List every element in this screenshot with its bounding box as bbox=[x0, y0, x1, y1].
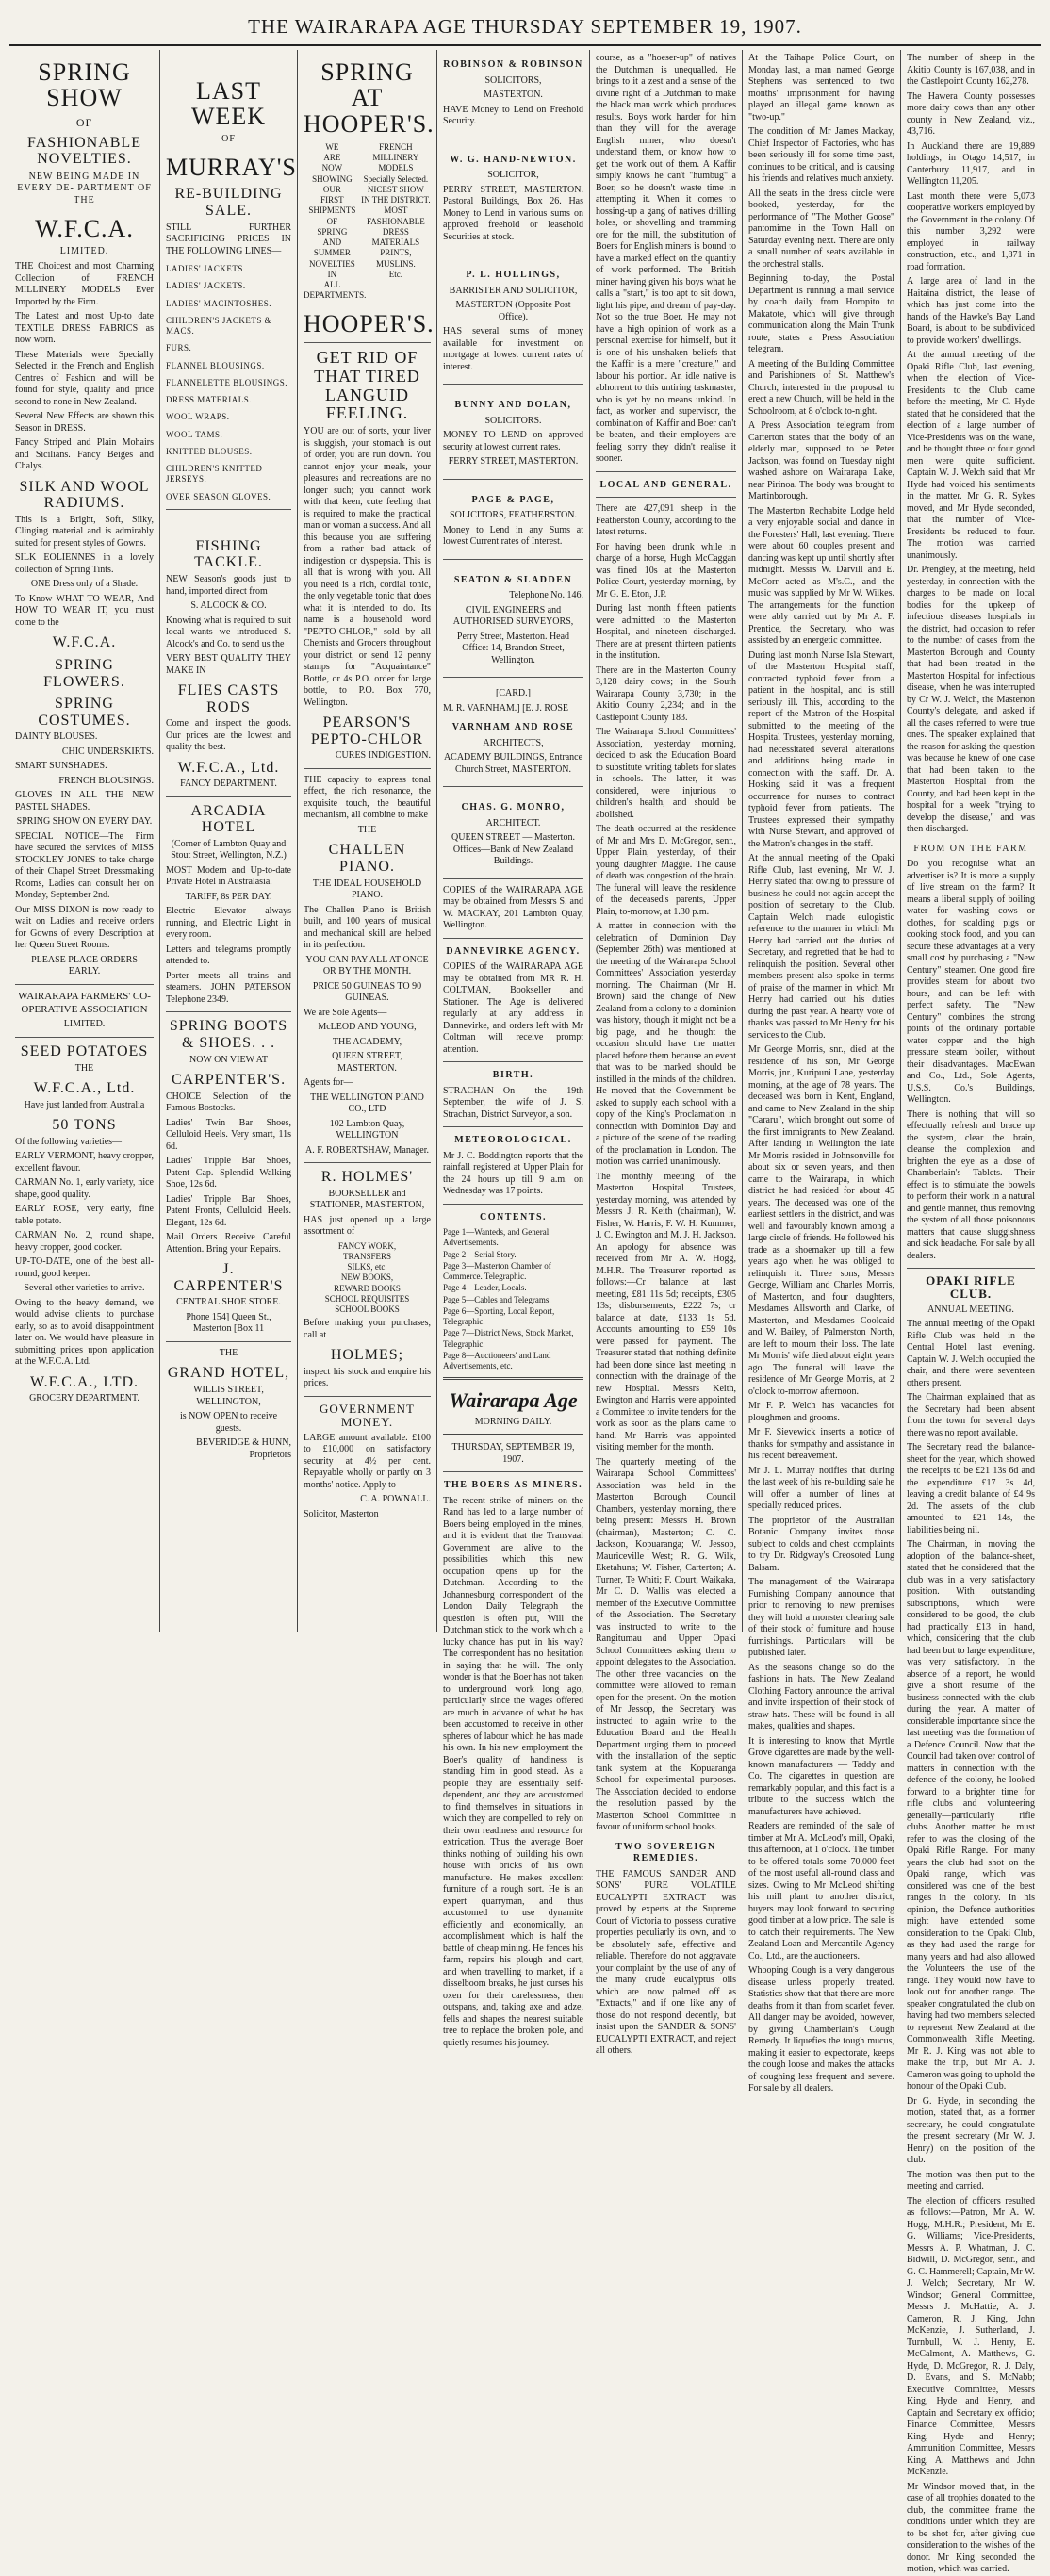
article-text: At the annual meeting of the Opaki Rifle Club, last evening, when the election of Vice-Presidents to the Club came before the meeting, Mr C. Hyde stated that he considered that the election of a large number of Vice-Presidents was on the wane, and he thought three or four good men were quite sufficient. Captain W. J. Welch said that Mr Hyde had voiced his sentiments in the matter. Mr G. R. Sykes moved, and Mr Hyde seconded, that the number of Vice-Presidents be reduced to four. The motion was carried unanimously. bbox=[907, 350, 1035, 561]
article-text: The election of officers resulted as follows:—Patron, Mr A. W. Hogg, M.H.R.; President, Mr E. G. Williams; Vice-Presidents, Messrs A. P. Whatman, J. C. Bidwill, D. McGregor, senr., and G. C. Hammerell; Captain, Mr W. J. Welch; Secretary, Mr W. Windsor; General Committee, Messrs J. McHattie, A. J. Cameron, R. J. King, John McKenzie, J. Sutherland, J. Turnbull, W. J. Henry, E. McCalmont, A. Matthews, G. Hyde, D. McGregor, R. J. Daly, D. Evans, and S. McNabb; Executive Committee, Messrs King, Hyde and Henry, and Captain and Secretary ex officio; Finance Committee, Messrs King, Hyde and Henry; Ammunition Committee, Messrs King, A. Matthews and John McKenzie. bbox=[907, 2195, 1035, 2478]
ad-text: Several New Effects are shown this Season in DRESS. bbox=[15, 411, 154, 434]
ad-text: Ladies' Tripple Bar Shoes, Patent Cap. Splendid Walking Shoe, 12s 6d. bbox=[166, 1156, 291, 1190]
article-text: course, as a "hoeser-up" of natives the Dutchman is unequalled. He brings to it a zest and a sense of the divine right of a Dutchman to make the black man work which produces results. Boys work harder for him than they will for the average English miner, who doesn't understand them, or know how to get the work out of them. A Kaffir simply knows he can't "humbug" a Boer, so he doesn't waste time in attempting it. When it comes to hossing-up a gang of natives drilling holes, or shovelling and tramming ore for the mill, the substitution of Boers for English miners is bound to have a marked effect on the quantity of work performed. The British miner having given his boys what he calls a "start," is too apt to sit down, light his pipe, and dream of pay-day. Not so the true Boer. He may not have a high opinion of work as a personal exercise for himself, but it is one of his unshaken beliefs that the Kaffir is a mere "creature," and labour his portion. An idle native is abhorrent to this untiring taskmaster, who is yet by no means unkind. In fact, as worker and supervisor, the combination of Kaffir and Boer can't be beaten, and their employers are feeling sorry they didn't realise it sooner. bbox=[596, 53, 736, 464]
section-heading: CONTENTS. bbox=[479, 1211, 547, 1222]
ad-text: ONE Dress only of a Shade. bbox=[30, 579, 139, 590]
ad-text: ARCHITECT. bbox=[485, 817, 541, 829]
article-text: The motion was then put to the meeting and carried. bbox=[907, 2169, 1035, 2192]
ad-text: [CARD.] bbox=[496, 688, 531, 698]
ad-variety: UP-TO-DATE, one of the best all-round, good keeper. bbox=[15, 1256, 154, 1279]
ad-text: C. A. POWNALL. bbox=[360, 1494, 431, 1505]
article-text: There is nothing that will so effectually refresh and brace up the system, clear the brain, cleanse the complexion and brighten the eye as a dose of Chamberlain's Tablets. Their effect is to stimulate the bowels to perform their work in a natural and gentle manner, thus removing the system of all those poisonous matters that cause sluggishness and sick headache. For sale by all dealers. bbox=[907, 1108, 1035, 1261]
ad-variety: CARMAN No. 2, round shape, heavy cropper, good cooker. bbox=[15, 1230, 154, 1253]
ad-text: QUEEN STREET, MASTERTON. bbox=[332, 1051, 402, 1074]
article-text: The Secretary read the balance-sheet for the year, which showed the receipts to be £21 13s 6d and the expenditure £17 3s 4d, leaving a credit balance of £4 9s 2d. The assets of the club amounted to £21 14s, the liabilities being nil. bbox=[907, 1442, 1035, 1535]
article-text: Mr J. L. Murray notifies that during the last week of his re-building sale he will offer a number of lines at specially reduced prices. bbox=[748, 1465, 894, 1511]
ad-text: Fancy Striped and Plain Mohairs and Sicilians. Fancy Beiges and Chalys. bbox=[15, 437, 154, 472]
ad-text: We are Sole Agents— bbox=[304, 1007, 387, 1018]
list-item: SCHOOL REQUISITES bbox=[324, 1293, 410, 1304]
ad-text: SPECIAL NOTICE—The Firm have secured the services of MISS STOCKLEY JONES to take charge of their Chapel Street Dressmaking Rooms, Ladies can consult her on Monday, September 2nd. bbox=[15, 830, 154, 901]
ad-text: YOU are out of sorts, your liver is sluggish, your stomach is out of order, you are run down. You cannot enjoy your meals, your pleasures and recreations are no longer such; you cannot work with that keen, cute feeling that is required to make the practical man or woman a success. And all this because you are suffering from a rather bad attack of indigestion or dyspepsia. This is all that is wrong with you. All you need is a rich, cordial tonic, the only vegetable tonic that does what it is intended to do. Its name is a household word "PEPTO-CHLOR," sold by all Chemists and Grocers throughout your district, or send 12 penny stamps for "Acquaintance" Bottle, or 4s P.O. order for large bottle, to P.O. Box 770, Wellington. bbox=[304, 426, 431, 708]
ad-line: FRENCH BLOUSINGS. bbox=[58, 775, 154, 786]
article-text: The proprietor of the Australian Botanic Company invites those subject to colds and chest complaints to try Dr. Ridgway's Creosoted Lung Balsam. bbox=[748, 1515, 894, 1573]
ad-the: THE bbox=[357, 824, 377, 835]
ad-text: HAVE Money to Lend on Freehold Security. bbox=[443, 104, 583, 126]
article-text: There are in the Masterton County 3,128 dairy cows; in the South Wairarapa County 3,730; in the Akitio County 2,234; and in the Castlepoint County 183. bbox=[596, 665, 736, 723]
ad-line: DAINTY BLOUSES. bbox=[15, 731, 98, 743]
ad-text: CENTRAL SHOE STORE. bbox=[176, 1297, 281, 1308]
ad-text: Money to Lend in any Sums at lowest Current rates of Interest. bbox=[443, 524, 583, 547]
section-heading: METEOROLOGICAL. bbox=[454, 1135, 572, 1145]
ad-text: M. R. VARNHAM.] [E. J. ROSE bbox=[443, 702, 568, 714]
article-text: Mr F. Sievewick inserts a notice of thanks for sympathy and assistance in his recent bereavement. bbox=[748, 1427, 894, 1461]
ad-limited: LIMITED. bbox=[63, 1019, 106, 1030]
article-text: A large area of land in the Haitaina district, the lease of which has just come into the hands of the Hawke's Bay Land Board, is about to be subdivided to provide workers' dwellings. bbox=[907, 276, 1035, 346]
ad-text: TARIFF, 8s PER DAY. bbox=[185, 891, 272, 902]
article-text: A matter in connection with the celebration of Dominion Day (September 26th) was mentioned at the meeting of the Wairarapa School Committees' Association yesterday morning. The Chairman (Mr H. Brown) said the change of New Zealand from a colony to a dominion was history, though it might not be a big page, and he thought the occasion should have the matter placed before them because an event that was to be marked should be instilled in the minds of the children. He moved that the Government be asked to supply each school with a copy of the King's Proclamation in connection with Dominion Day and a picture of the scene of the reading of the proclamation in London. The motion was carried unanimously. bbox=[596, 921, 736, 1167]
list-item: WE bbox=[325, 141, 339, 152]
ad-firm-name: W.F.C.A., Ltd. bbox=[177, 759, 280, 776]
ad-tons: 50 TONS bbox=[52, 1117, 117, 1134]
ad-text: BOOKSELLER and STATIONER, MASTERTON, bbox=[309, 1188, 425, 1211]
ad-text: THE IDEAL HOUSEHOLD PIANO. bbox=[312, 878, 422, 900]
ad-text: VERY BEST QUALITY THEY MAKE IN bbox=[166, 653, 291, 676]
ad-item-list bbox=[304, 1241, 431, 1316]
article-text: During last month fifteen patients were admitted to the Masterton Hospital, and nineteen discharged. There are at present thirteen patients in the institution. bbox=[596, 603, 736, 661]
contents-item: Page 1—Wanteds, and General Advertisements. bbox=[443, 1227, 550, 1248]
ad-text: COPIES of the WAIRARAPA AGE may be obtained from MR R. H. COLTMAN, Bookseller and Stationer. The Age is delivered regularly at any address in Dannevirke, and orders left with Mr Coltman will receive prompt attention. bbox=[443, 961, 583, 1055]
list-item: MODELS bbox=[378, 163, 414, 173]
ad-murrays: MURRAY'S bbox=[166, 154, 297, 182]
list-item: FLANNEL BLOUSINGS. bbox=[166, 360, 265, 370]
list-item: NOW bbox=[321, 163, 343, 173]
article-text: Beginning to-day, the Postal Department is running a mail service by coach daily from Horopito to Makatote, which will give through communication along the Main Trunk route, states a Press Association telegram. bbox=[748, 273, 894, 354]
ad-text: CURES INDIGESTION. bbox=[335, 750, 431, 762]
column-1 bbox=[9, 50, 160, 1632]
article-text: The number of sheep in the Akitio County is 167,038, and in the Castlepoint County 162,278. bbox=[907, 53, 1035, 87]
contents-list bbox=[443, 1227, 583, 1371]
newspaper-nameplate: Wairarapa Age bbox=[449, 1388, 578, 1413]
ad-text: Before making your purchases, call at bbox=[304, 1318, 431, 1340]
list-item: SUMMER bbox=[313, 248, 351, 258]
column-7 bbox=[901, 50, 1041, 2575]
list-item: IN THE DISTRICT. bbox=[361, 195, 431, 205]
list-item: ARE bbox=[323, 153, 341, 163]
ad-of: OF bbox=[75, 115, 93, 129]
ad-text: S. ALCOCK & CO. bbox=[190, 600, 267, 612]
ad-variety: EARLY VERMONT, heavy cropper, excellent flavour. bbox=[15, 1151, 154, 1173]
ad-text: YOU CAN PAY ALL AT ONCE OR BY THE MONTH. bbox=[305, 954, 429, 976]
ad-text: Have just landed from Australia bbox=[24, 1099, 145, 1110]
section-heading: BIRTH. bbox=[492, 1070, 534, 1080]
list-item: Specially Selected. bbox=[363, 173, 429, 184]
article-text: The condition of Mr James Mackay, Chief Inspector of Factories, who has been seriously ill for some time past, continues to be critical, and is causing his friends and relatives much anxiety. bbox=[748, 126, 894, 184]
ad-text: 102 Lambton Quay, WELLINGTON bbox=[329, 1118, 405, 1140]
list-item: DRESS MATERIALS. bbox=[166, 395, 253, 405]
ad-text: SOLICITORS, FEATHERSTON. bbox=[450, 510, 577, 520]
ad-heading: P. L. HOLLINGS, bbox=[466, 270, 561, 280]
ad-tired-feeling: GET RID OF THAT TIRED LANGUID FEELING. bbox=[314, 347, 420, 423]
ad-hoopers-right bbox=[361, 142, 431, 302]
column-4 bbox=[437, 50, 590, 2048]
article-text: Do you recognise what an advertiser is? It is more a supply of live stream on the farm? It means a liberal supply of boiling water for washing cows or clothes, for scalding pigs or cooking stock food, and you can secure these advantages at a very small cost by purchasing a "New Century" steamer. One good fire provides steam for about two hours, and can be left with perfect safety. The "New Century" combines the strong points of the ordinary portable water copper and the high pressure steam boiler, without their disadvantages. MacEwan and Co., Ltd., Sole Agents, U.S.S. Co.'s Buildings, Wellington. bbox=[907, 859, 1035, 1105]
article-text: The Chairman explained that as the Secretary had been absent from the town for several days there was no report available. bbox=[907, 1392, 1035, 1438]
ad-text: is NOW OPEN to receive guests. bbox=[179, 1411, 278, 1434]
list-item: SILKS, etc. bbox=[347, 1262, 387, 1272]
ad-text: SOLICITOR, bbox=[487, 170, 539, 180]
article-text: Last month there were 5,073 cooperative workers employed by the Government in the colony. Of this number 3,292 were employed in railway construction, etc., and 1,871 in road formation. bbox=[907, 190, 1035, 272]
ad-subheading: SILK AND WOOL RADIUMS. bbox=[19, 478, 150, 512]
ad-text: THE Choicest and most Charming Collection of FRENCH MILLINERY MODELS Ever Imported by the Firm. bbox=[15, 261, 154, 307]
leader-heading: THE BOERS AS MINERS. bbox=[443, 1480, 583, 1491]
ad-text: SILK EOLIENNES in a lovely collection of Spring Tints. bbox=[15, 552, 154, 575]
column-6 bbox=[743, 50, 901, 2093]
ad-text: Ladies' Tripple Bar Shoes, Patent Fronts, Celluloid Heels. Elegant, 12s 6d. bbox=[166, 1193, 291, 1228]
list-item: FIRST bbox=[320, 195, 344, 205]
ad-text: CIVIL ENGINEERS and AUTHORISED SURVEYORS, bbox=[452, 604, 574, 627]
ad-text: CHOICE Selection of the Famous Bostocks. bbox=[166, 1091, 291, 1114]
list-item: LADIES' JACKETS. bbox=[166, 281, 246, 291]
list-item: NOVELTIES bbox=[309, 258, 355, 269]
list-item: OUR bbox=[322, 184, 341, 194]
article-text: A Press Association telegram from Carterton states that the body of an elderly man, supposed to be Peter Jackson, was found on Tuesday night washed ashore on Wairarapa Lake, near Pirinoa. The body was brought to Martinborough. bbox=[748, 420, 894, 501]
list-item: FASHIONABLE bbox=[366, 216, 425, 226]
ad-text: MOST Modern and Up-to-date Private Hotel in Australasia. bbox=[166, 864, 291, 888]
column-3 bbox=[298, 50, 437, 1632]
ad-spring-boots: SPRING BOOTS & SHOES. . . bbox=[169, 1018, 288, 1052]
ad-intro: NEW BEING MADE IN EVERY DE- PARTMENT OF THE bbox=[17, 171, 152, 205]
ad-text: QUEEN STREET — Masterton. Offices—Bank of New Zealand Buildings. bbox=[451, 832, 575, 866]
list-item: ALL bbox=[323, 280, 341, 290]
list-item: MILLINERY bbox=[372, 153, 419, 163]
columns bbox=[9, 50, 1041, 2575]
article-text: The Wairarapa School Committees' Association, yesterday morning, decided to ask the Education Board to substitute writing tablets for slates in schools. The latter, it was considered, were injurious to children's health, and should be abolished. bbox=[596, 727, 736, 820]
ad-text: Come and inspect the goods. Our prices are the lowest and quality the best. bbox=[166, 718, 291, 753]
ad-text: THE ACADEMY, bbox=[332, 1036, 402, 1047]
section-heading: LOCAL AND GENERAL. bbox=[599, 479, 732, 490]
edition-date: THURSDAY, SEPTEMBER 19, 1907. bbox=[451, 1442, 575, 1465]
ad-spring-show-headline: SPRING SHOW bbox=[38, 58, 131, 112]
section-heading: TWO SOVEREIGN REMEDIES. bbox=[615, 1841, 716, 1863]
ad-text: ARCHITECTS, bbox=[483, 737, 544, 748]
ad-text: NOW ON VIEW AT bbox=[189, 1054, 269, 1065]
notice-text: STRACHAN—On the 19th September, the wife of J. S. Strachan, District Surveyor, a son. bbox=[443, 1085, 583, 1120]
ad-arcadia-hotel: ARCADIA HOTEL bbox=[190, 802, 267, 836]
ad-flies-casts-rods: FLIES CASTS RODS bbox=[177, 682, 280, 715]
list-item: SHIPMENTS bbox=[308, 205, 356, 216]
ad-heading: CHAS. G. MONRO, bbox=[461, 802, 566, 812]
article-text: Whooping Cough is a very dangerous disease unless properly treated. Statistics show that that there are more deaths from it than from scarlet fever. All danger may be avoided, however, by giving Chamberlain's Cough Remedy. It liquefies the tough mucus, making it easier to expectorate, keeps the cough loose and makes the attacks of coughing less frequent and severe. For sale by all dealers. bbox=[748, 1965, 894, 2093]
ad-text: This is a Bright, Soft, Silky, Clinging material and is admirably suited for present styles of Gowns. bbox=[15, 514, 154, 549]
article-text: At the annual meeting of the Opaki Rifle Club, last evening, Mr W. J. Henry stated that owing to pressure of business he could not again accept the position of secretary to the Club. Captain Welch made eulogistic reference to the manner in which Mr Henry had carried out the duties of Secretary, and regretted that he had to relinquish the position. Several other members present also spoke in terms of praise of the manner in which Mr Henry had carried out his duties during the past year. A hearty vote of thanks was passed to Mr Henry for his services to the Club. bbox=[748, 853, 894, 1041]
list-item: PRINTS, bbox=[380, 248, 412, 258]
ad-text: Solicitor, Masterton bbox=[304, 1508, 379, 1519]
list-item: FANCY WORK, bbox=[337, 1240, 397, 1251]
ad-last-week: LAST WEEK bbox=[190, 77, 267, 131]
contents-item: Page 6—Sporting, Local Report, Telegraphic. bbox=[443, 1305, 555, 1326]
list-item: TRANSFERS bbox=[342, 1251, 392, 1261]
list-item: FURS. bbox=[166, 343, 192, 353]
ad-carpenters: CARPENTER'S. bbox=[171, 1072, 287, 1089]
ad-line: GLOVES IN ALL THE NEW PASTEL SHADES. bbox=[15, 790, 154, 812]
contents-item: Page 2—Serial Story. bbox=[443, 1249, 517, 1259]
article-text: Readers are reminded of the sale of timber at Mr A. McLeod's mill, Opaki, this afternoon, at 1 o'clock. The timber to be offered totals some 70,000 feet of the most useful all-round class and sizes. Owing to Mr McLeod shifting his mill plant to another district, buyers may look forward to securing good timber at a low price. The sale is to catch their requirements. The New Zealand Loan and Mercantile Agency Co., Ltd., are the auctioneers. bbox=[748, 1821, 894, 1961]
ad-text: Phone 154] Queen St., Masterton [Box 11 bbox=[186, 1311, 271, 1335]
article-text: In Auckland there are 19,889 holdings, in Otago 14,517, in Canterbury 11,917, and in Wellington 11,205. bbox=[907, 140, 1035, 187]
list-item: NICEST SHOW bbox=[367, 184, 424, 194]
ad-text: WILLIS STREET, WELLINGTON, bbox=[193, 1385, 264, 1407]
list-item: NEW BOOKS, bbox=[340, 1272, 394, 1283]
section-subheading: ANNUAL MEETING. bbox=[927, 1304, 1014, 1315]
ad-text: Our MISS DIXON is now ready to wait on Ladies and receive orders for Gowns of every Description at her Queen Street Rooms. bbox=[15, 904, 154, 951]
ad-text: PRICE 50 GUINEAS TO 90 GUINEAS. bbox=[312, 980, 422, 1003]
ad-text: MASTERTON. bbox=[484, 90, 543, 100]
article-text: The Masterton Rechabite Lodge held a very enjoyable social and dance in the Foresters' Hall, last evening. There were about 60 couples present and dancing was kept up until shortly after midnight. Messrs W. Darvill and E. McCorr acted as M's.C., and the music was supplied by Mr W. Wilkes. The arrangements for the function were ably carried out by Mr A. F. Prentice, the Secretary, who was assisted by an energetic committee. bbox=[748, 505, 894, 646]
ad-firm-name: W.F.C.A. bbox=[35, 215, 134, 243]
ad-pepto-chlor: PEARSON'S PEPTO-CHLOR bbox=[310, 714, 424, 747]
ad-r-holmes: R. HOLMES' bbox=[320, 1169, 414, 1185]
ad-text: THE capacity to express tonal effect, the rich resonance, the exquisite touch, the beautiful mechanism, all combine to make bbox=[304, 774, 431, 821]
ad-text: LARGE amount available. £100 to £10,000 on satisfactory security at 4½ per cent. Repayable wholly or partly on 3 months' notice. Apply to bbox=[304, 1432, 431, 1490]
ad-text: Of the following varieties— bbox=[15, 1136, 123, 1147]
nameplate-sub: MORNING DAILY. bbox=[474, 1416, 552, 1427]
article-text: The Hawera County possesses more dairy cows than any other county in New Zealand, viz., 43,716. bbox=[907, 90, 1035, 137]
list-item: REWARD BOOKS bbox=[334, 1283, 401, 1293]
article-text: It is interesting to know that Myrtle Grove cigarettes are made by the well-known manufacturers — Taddy and Co. The cigarettes in question are remarkably popular, and this fact is a tribute to the success which the manufacturers have achieved. bbox=[748, 1735, 894, 1817]
ad-text: Electric Elevator always running, and Electric Light in every room. bbox=[166, 906, 291, 941]
ad-hoopers-body bbox=[304, 142, 431, 302]
list-item: WOOL TAMS. bbox=[166, 429, 223, 439]
ad-spring-at-hoopers: SPRING AT HOOPER'S. bbox=[304, 58, 435, 138]
article-text: Mr F. P. Welch has vacancies for ploughmen and grooms. bbox=[748, 1401, 894, 1423]
ad-carpenters-store: J. CARPENTER'S bbox=[173, 1261, 284, 1294]
column-5 bbox=[590, 50, 743, 2056]
list-item: OVER SEASON GLOVES. bbox=[166, 491, 271, 501]
article-text: The management of the Wairarapa Furnishing Company announce that prior to removing to new premises they will hold a monster clearing sale of their stock of furniture and house furnishings. Particulars will be published later. bbox=[748, 1577, 894, 1658]
ad-text: FERRY STREET, MASTERTON. bbox=[448, 456, 579, 467]
ad-the: THE bbox=[74, 1062, 94, 1074]
ad-text: The Latest and most Up-to date TEXTILE DRESS FABRICS as now worn. bbox=[15, 311, 154, 346]
article-text: For having been drunk while in charge of a horse, Hugh McCaggan was fined 10s at the Masterton Police Court, yesterday morning, by Mr G. E. Eton, J.P. bbox=[596, 541, 736, 599]
ad-the: THE bbox=[219, 1347, 238, 1358]
ad-fishing-tackle: FISHING TACKLE. bbox=[194, 537, 263, 571]
ad-heading: W. G. HAND-NEWTON. bbox=[450, 154, 577, 165]
ad-hoopers-left bbox=[304, 141, 367, 302]
ad-text: The Challen Piano is British built, and 100 years of musical and mechanical skill are helped in its perfection. bbox=[304, 904, 431, 950]
list-item: Etc. bbox=[388, 269, 402, 279]
ad-rebuilding-sale: RE-BUILDING SALE. bbox=[174, 186, 283, 219]
ad-challen-piano: CHALLEN PIANO. bbox=[328, 842, 406, 875]
article-text: A meeting of the Building Committee and Parishioners of St. Matthew's Church, interested in the proposal to erect a new Church, will be held in the Schoolroom, at 8 o'clock to-night. bbox=[748, 358, 894, 417]
article-text: All the seats in the dress circle were booked, yesterday, for the performance of "The Mother Goose" pantomime in the Town Hall on Saturday evening next. There are only a small number of seats available in the orchestral stalls. bbox=[748, 188, 894, 270]
list-item: MUSLINS. bbox=[375, 258, 416, 269]
list-item: CHILDREN'S KNITTED JERSEYS. bbox=[166, 464, 263, 484]
ad-text: Letters and telegrams promptly attended to. bbox=[166, 943, 291, 967]
article-text: At the Taihape Police Court, on Monday last, a man named George Stephens was sentenced to two months' imprisonment for having played an illegal game known as "two-up." bbox=[748, 53, 894, 123]
ad-hoopers: HOOPER'S. bbox=[304, 309, 435, 337]
ad-variety: EARLY ROSE, very early, fine table potato. bbox=[15, 1204, 154, 1226]
ad-text: SOLICITORS, bbox=[484, 74, 542, 86]
ad-variety: CARMAN No. 1, early variety, nice shape, good quality. bbox=[15, 1177, 154, 1200]
ad-firm-name: W.F.C.A., Ltd. bbox=[33, 1080, 136, 1097]
ad-dept: GROCERY DEPARTMENT. bbox=[29, 1393, 139, 1404]
notice-text: Mr J. C. Boddington reports that the rainfall registered at Upper Plain for the 24 hours up till 9 a.m. on Wednesday was 17 points. bbox=[443, 1150, 583, 1196]
article-text: The annual meeting of the Opaki Rifle Club was held in the Central Hotel last evening. Captain W. J. Welch occupied the chair, and there were seventeen others present. bbox=[907, 1319, 1035, 1388]
ad-heading: VARNHAM AND ROSE bbox=[451, 722, 575, 732]
ad-text: MONEY TO LEND on approved security at lowest current rates. bbox=[443, 430, 583, 452]
ad-text: To Know WHAT TO WEAR, And HOW TO WEAR IT, you must come to the bbox=[15, 593, 154, 628]
ad-line: CHIC UNDERSKIRTS. bbox=[61, 746, 154, 757]
article-text: The death occurred at the residence of Mr and Mrs D. McGregor, senr., Upper Plain, yesterday, of their young daughter Maggie. The cause of death was congestion of the brain. The funeral will leave the residence of the deceased's parents, Upper Plain, to-morrow, at 1.30 p.m. bbox=[596, 824, 736, 917]
ad-text: Knowing what is required to suit local wants we introduced S. Alcock's and Co. to send us the bbox=[166, 615, 291, 649]
ad-heading: BUNNY AND DOLAN, bbox=[454, 400, 572, 410]
article-text: Dr. Prengley, at the meeting, held yesterday, in connection with the charges to be made on local bodies for the upkeep of infectious diseases hospitals in the district, had occasion to refer to the number of cases from the Masterton Borough and County that had been treated in the Masterton Hospital for infectious disease, when he was interrupted by Cr W. J. Welch, the Masterton County's delegate, and asked if all the cases referred to were true ones. The speaker explained that the reason for asking the question was because he knew of one case that had been taken to the Masterton Hospital from the County, and had been kept in the hospital for a week "trying to develop the disease," and was then discharged. bbox=[907, 565, 1035, 834]
contents-item: Page 4—Leader, Locals. bbox=[443, 1283, 527, 1293]
leader-text: The recent strike of miners on the Rand has led to a large number of Boers being employed in the mines, and it is evident that the Transvaal Government are alive to the possibilities which this new occupation opens up for the Dutchman. According to the Johannesburg correspondent of the London Daily Telegraph the question is often put, Will the Dutchman stick to the work which a lucky chance has put in his way? The correspondent has no hesitation in saying that he will. The only wonder is that the Boer has not taken to underground work long ago, particularly since the wages offered are much in advance of what he has been accustomed to receive in other spheres of labour which he has made his own. In his new employment the Boer's quality of handiness is standing him in good stead. As a people they are essentially self-dependent, and they are accustomed to find themselves in situations in which they are compelled to rely on their own readiness and resource for extrication. Thus the average Boer thinks nothing of building his own house with bricks of his own manufacture. He makes excellent furniture of a rough sort. He is an expert quarryman, and thus accustomed to use dynamite efficiently and economically, an accomplishment which is half the battle of cheap mining. He fences his farm, repairs his plough and cart, and when travelling to market, if a disselboom breaks, he just curses his oxen for their carelessness, then outspans, and, taking axe and adze, fells and shapes the nearest suitable tree to replace the broken pole, and quietly resumes his journey. bbox=[443, 1495, 583, 2048]
ad-text: COPIES of the WAIRARAPA AGE may be obtained from Messrs S. and W. MACKAY, 201 Lambton Quay, Wellington. bbox=[443, 884, 583, 930]
list-item: MOST bbox=[384, 205, 408, 216]
ad-text: (Corner of Lambton Quay and Stout Street, Wellington, N.Z.) bbox=[171, 838, 287, 861]
list-item: OF bbox=[326, 216, 338, 226]
ad-text: MASTERTON (Opposite Post Office). bbox=[455, 300, 571, 322]
list-item: FRENCH bbox=[379, 141, 413, 152]
ad-heading: PAGE & PAGE, bbox=[471, 494, 555, 505]
list-item: CHILDREN'S JACKETS & MACS. bbox=[166, 315, 272, 336]
ad-text: BEVERIDGE & HUNN, Proprietors bbox=[196, 1437, 291, 1460]
ad-coop: WAIRARAPA FARMERS' CO-OPERATIVE ASSOCIATION bbox=[18, 990, 151, 1015]
ad-fashionable-novelties: FASHIONABLE NOVELTIES. bbox=[27, 134, 141, 168]
list-item: FLANNELETTE BLOUSINGS. bbox=[166, 377, 287, 387]
ad-text: HAS several sums of money available for investment on mortgage at lowest current rates of interest. bbox=[443, 326, 583, 372]
article-text: The quarterly meeting of the Wairarapa School Committees' Association was held in the Masterton Borough Council Chambers, yesterday morning, there being present: Messrs H. Brown (chairman), Masterton; C. C. Jackson, Kopuaranga; W. Jessop, Mauriceville West; R. G. Wilk, Eketahuna; W. Fisher, Carterton; A. Turner, Te Whiti; F. Court, Waikaka, Mr C. D. Wallis was elected a member of the Executive Committee of the Association. The Secretary was instructed to write to the Rangitumau and Upper Opaki School Committees asking them to appoint delegates to the Association. The other three vacancies on the committee were allowed to remain open for the present. On the motion of Mr Jessop, the Secretary was instructed to again write to the Education Board and the Health Department urging them to proceed with the installation of the septic tank system at the Kopuaranga School for experimental purposes. The Association decided to endorse the resolution passed by the Masterton School Committee in favour of uniform school books. bbox=[596, 1456, 736, 1832]
ad-heading: DANNEVIRKE AGENCY. bbox=[446, 945, 581, 957]
list-item: SHOWING bbox=[312, 173, 353, 184]
ad-text: THE WELLINGTON PIANO CO., LTD bbox=[310, 1091, 424, 1114]
contents-item: Page 7—District News, Stock Market, Telegraphic. bbox=[443, 1328, 574, 1349]
list-item: DEPARTMENTS. bbox=[304, 290, 367, 301]
ad-text: ACADEMY BUILDINGS, Entrance Church Street, MASTERTON. bbox=[443, 752, 583, 775]
ad-text: Porter meets all trains and steamers. JOHN PATERSON Telephone 2349. bbox=[166, 970, 291, 1005]
article-text: During last month Nurse Isla Stewart, of the Masterton Hospital staff, contracted typhoid fever from a patient in the hospital, and is still seriously ill. This, according to the report of the Matron of the Hospital submitted to the meeting of the Hospital Trustees, yesterday morning, had necessitated several alterations and additions being made in connection with the staff. Dr. A. Hosking said it was a frequent occurrence for nurses to contract typhoid fever from patients. The Trustees expressed their sympathy with Nurse Stewart, and approved of the Matron's changes in the staff. bbox=[748, 649, 894, 849]
contents-item: Page 8—Auctioneers' and Land Advertisements, etc. bbox=[443, 1350, 551, 1370]
ad-text: McLEOD AND YOUNG, bbox=[318, 1022, 417, 1032]
article-text: The Chairman, in moving the adoption of the balance-sheet, stated that he considered that the club was in a very satisfactory position. With outstanding subscriptions, which were considered to be good, the club had practically £13 in hand, which, considering that the club had been but to large expenditure, was very satisfactory. In the absence of a report, he would give a short resume of the business connected with the club during the year. A matter of considerable importance since the last meeting was the formation of a Defence Council. Now that the Council had taken over control of matters in connection with the defence of the colony, he looked forward to a brighter time for rifle clubs and volunteering generally—particularly rifle clubs. Another matter he must refer to was the closing of the Opaki Rifle Range. For many years the club had shot on the Opaki range, which was considered was one of the best ranges in the colony. In his opinion, the Defence authorities might have extended some consideration to the Opaki Club, as they had used the range for many years and had also allowed the Volunteers the use of the range. They would now have to look out for another range. The speaker congratulated the club on having had two members selected to represent New Zealand at the Commonwealth Rifle Meeting. Mr R. J. King was not able to make the trip, but Mr A. J. Cameron was going to uphold the honour of the Opaki Club. bbox=[907, 1539, 1035, 2092]
ad-grand-hotel: GRAND HOTEL, bbox=[167, 1365, 290, 1382]
ad-heading: SEATON & SLADDEN bbox=[453, 574, 573, 585]
ad-text: PERRY STREET, MASTERTON. Pastoral Buildings, Box 26. Has Money to Lend in various sums on approved freehold or leasehold Securities at stock. bbox=[443, 184, 583, 242]
list-item: SPRING bbox=[317, 226, 348, 237]
ad-limited: LIMITED. bbox=[59, 245, 109, 256]
ad-subheading: SEED POTATOES bbox=[20, 1042, 149, 1059]
ad-text: Mail Orders Receive Careful Attention. Bring your Repairs. bbox=[166, 1232, 291, 1255]
page-masthead: THE WAIRARAPA AGE THURSDAY SEPTEMBER 19, 1907. bbox=[9, 8, 1041, 46]
ad-text: Owing to the heavy demand, we would advise clients to purchase early, so as to avoid disappointment later on. We would have pleasure in submitting prices upon application at the W.F.C.A. Ltd. bbox=[15, 1297, 154, 1368]
ad-holmes: HOLMES; bbox=[330, 1347, 404, 1364]
list-item: IN bbox=[327, 269, 337, 279]
column-2 bbox=[160, 50, 298, 1632]
ad-text: Ladies' Twin Bar Shoes, Celluloid Heels. Very smart, 11s 6d. bbox=[166, 1117, 291, 1152]
ad-text: STILL FURTHER SACRIFICING PRICES IN THE FOLLOWING LINES— bbox=[166, 222, 291, 256]
ad-line: SPRING SHOW ON EVERY DAY. bbox=[16, 816, 153, 828]
ad-item-list bbox=[166, 264, 291, 502]
list-item: KNITTED BLOUSES. bbox=[166, 446, 253, 456]
contents-item: Page 5—Cables and Telegrams. bbox=[443, 1294, 551, 1304]
article-text: As the seasons change so do the fashions in hats. The New Zealand Clothing Factory announce the arrival and invite inspection of their stock of straw hats. These will be found in all makes, qualities and shapes. bbox=[748, 1662, 894, 1731]
article-text: THE FAMOUS SANDER AND SONS' PURE VOLATILE EUCALYPTI EXTRACT was proved by experts at the Supreme Court of Victoria to possess curative properties peculiarly its own, and to be absolutely safe, effective and reliable. Therefore do not aggravate your complaint by the use of any of the many crude eucalyptus oils which are now palmed off as "Extracts," and if one like any of those do not respond decently, but insist upon the SANDER & SONS' EUCALYPTI EXTRACT, and reject all others. bbox=[596, 1868, 736, 2056]
list-item: WOOL WRAPS. bbox=[166, 412, 230, 422]
ad-dept: FANCY DEPARTMENT. bbox=[180, 779, 277, 790]
ad-firm-name: W.F.C.A. bbox=[52, 634, 117, 651]
list-item: LADIES' MACINTOSHES. bbox=[166, 298, 271, 308]
ad-text: A. F. ROBERTSHAW, Manager. bbox=[304, 1144, 430, 1156]
list-item: AND bbox=[322, 238, 342, 248]
list-item: LADIES' JACKETS bbox=[166, 264, 243, 274]
contents-item: Page 3—Masterton Chamber of Commerce. Telegraphic. bbox=[443, 1260, 551, 1281]
ad-of: OF bbox=[221, 133, 236, 144]
article-text: There are 427,091 sheep in the Featherston County, according to the latest returns. bbox=[596, 503, 736, 537]
ad-text: Telephone No. 146. bbox=[509, 590, 583, 600]
ad-text: HAS just opened up a large assortment of bbox=[304, 1214, 431, 1238]
ad-text: SOLICITORS. bbox=[484, 415, 542, 426]
ad-text: Agents for— bbox=[304, 1077, 353, 1088]
ad-text: These Materials were Specially Selected in the French and English Centres of Fashion and will be found for style, quality and price second to none in New Zealand. bbox=[15, 349, 154, 407]
section-heading: OPAKI RIFLE CLUB. bbox=[926, 1273, 1016, 1302]
ad-heading: ROBINSON & ROBINSON bbox=[443, 59, 583, 70]
article-text: Mr George Morris, snr., died at the residence of his son, Mr George Morris, jnr., Kuripuni Lane, yesterday morning, at the age of 78 years. The deceased was born in Kent, England, and came to New Zealand in the ship "Cararu", which brought out some of the first immigrants to New Zealand. After landing in Wellington the late Mr Morris resided in Johnsonville for about six or seven years, and then came to the Wairarapa, in which district he had resided for about 45 years. The deceased was one of the earliest settlers in the district, and was well and favourably known among a large circle of friends. He followed his trade as a shoemaker up till a few years ago when he was obliged to relinquish it. Three sons, Messrs George, William and Charles Morris, of Masterton, and four daughters, Mesdames Allsworth and Clarke, of Masterton, and Mesdames Coolcaid and W. Bailey, of Palmerston North, are left to mourn their loss. The late Mr Morris' wife died about eight years ago. The funeral will leave the residence of Mr George Morris, at 2 o'clock to-morrow afternoon. bbox=[748, 1044, 894, 1397]
section-heading: FROM ON THE FARM bbox=[913, 843, 1028, 854]
ad-subheading: SPRING COSTUMES. bbox=[38, 696, 131, 729]
list-item: SCHOOL BOOKS bbox=[335, 1304, 400, 1315]
ad-firm-name: W.F.C.A., LTD. bbox=[29, 1373, 139, 1390]
ad-text: BARRISTER AND SOLICITOR, bbox=[449, 285, 578, 296]
ad-line: SMART SUNSHADES. bbox=[15, 761, 107, 772]
article-text: Dr G. Hyde, in seconding the motion, stated that, as a former secretary, he could congratulate the present secretary (Mr W. J. Henry) on the position of the club. bbox=[907, 2095, 1035, 2166]
ad-subheading: SPRING FLOWERS. bbox=[43, 657, 125, 690]
ad-text: inspect his stock and enquire his prices. bbox=[304, 1366, 431, 1389]
ad-text: Perry Street, Masterton. Head Office: 14, Brandon Street, Wellington. bbox=[456, 631, 570, 665]
ad-text: NEW Season's goods just to hand, imported direct from bbox=[166, 574, 291, 597]
article-text: Mr Windsor moved that, in the case of all trophies donated to the club, the committee frame the conditions under which they are to be shot for, after giving due consideration to the wishes of the donor. Mr King seconded the motion, which was carried. bbox=[907, 2481, 1035, 2575]
ad-variety: Several other varieties to arrive. bbox=[24, 1283, 145, 1294]
ad-text: PLEASE PLACE ORDERS EARLY. bbox=[31, 954, 138, 977]
ad-government-money: GOVERNMENT MONEY. bbox=[320, 1401, 415, 1430]
article-text: The monthly meeting of the Masterton Hospital Trustees, yesterday morning, was attended by Messrs J. R. Keith (chairman), W. Fisher, W. Harris, F. W. H. Kummer, J. C. Ewington and M. J. H. Jackson. An apology for absence was received from Mr A. W. Hogg, M.H.R. The Treasurer reported as follows:—Cr balance at last meeting, £81 11s 5d; receipts, £305 13s; disbursements, £222 7s; cr balance at date, £133 1s 5d. Accounts amounting to £59 10s were passed for payment. The Treasurer stated that nothing definite had been done since last meeting in connection with the drainage of the new Hospital. Messrs Keith, Ewington and Harris were appointed a Committee to invite tenders for the work as soon as the plans came to hand. Mr Harris was appointed visiting member for the month. bbox=[596, 1171, 736, 1452]
list-item: DRESS MATERIALS bbox=[371, 226, 420, 248]
